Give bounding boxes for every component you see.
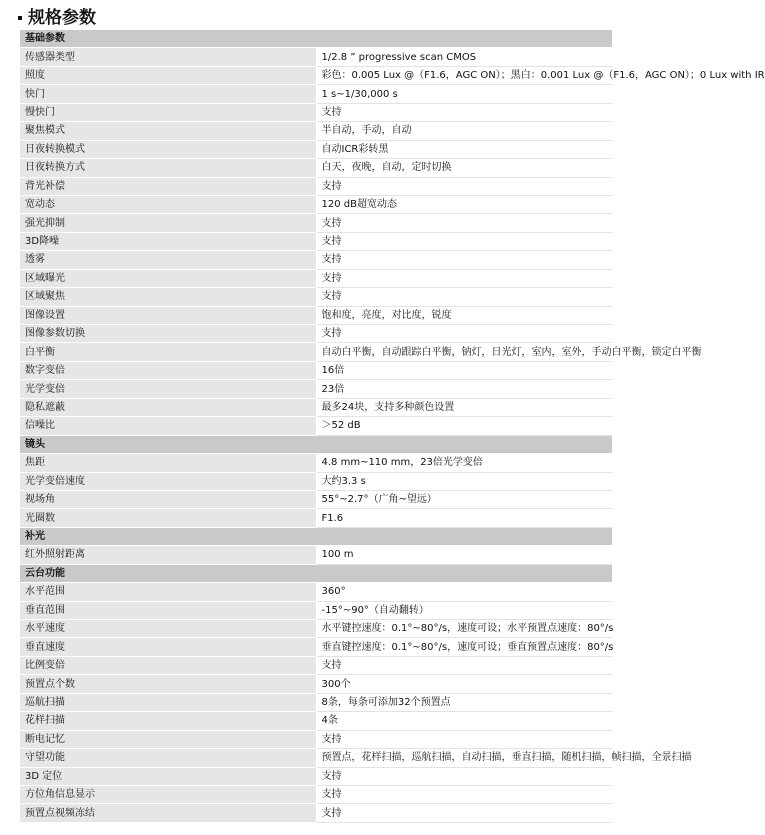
spec-value: 自动白平衡，自动跟踪白平衡，钠灯，日光灯，室内，室外，手动白平衡，锁定白平衡: [316, 343, 612, 361]
spec-row: [20, 195, 612, 213]
spec-row: [20, 490, 612, 508]
spec-row: [20, 398, 612, 416]
spec-value: 支持: [316, 214, 612, 232]
spec-value: 支持: [316, 325, 612, 343]
spec-value: 300个: [316, 675, 612, 693]
spec-value: ＞52 dB: [316, 417, 612, 435]
spec-value: 彩色：0.005 Lux @（F1.6，AGC ON）；黑白：0.001 Lux @（F1.6，AGC ON）；0 Lux with IR: [316, 66, 612, 84]
spec-value: -15°~90°（自动翻转）: [316, 601, 612, 619]
spec-value: 4.8 mm~110 mm，23倍光学变倍: [316, 454, 612, 472]
spec-label: 图像设置: [20, 306, 316, 324]
spec-value: 1 s~1/30,000 s: [316, 85, 612, 103]
spec-value: 支持: [316, 767, 612, 785]
spec-value: 支持: [316, 177, 612, 195]
section-header: [20, 564, 612, 582]
section-header: [20, 30, 612, 48]
section-heading: 补光: [20, 527, 612, 545]
spec-row: [20, 546, 612, 564]
spec-row: [20, 343, 612, 361]
spec-label: 光学变倍速度: [20, 472, 316, 490]
spec-value: 23倍: [316, 380, 612, 398]
spec-row: [20, 601, 612, 619]
spec-label: 方位角信息显示: [20, 785, 316, 803]
spec-label: 水平范围: [20, 583, 316, 601]
spec-value: 1/2.8 ” progressive scan CMOS: [316, 48, 612, 66]
spec-value: 支持: [316, 269, 612, 287]
spec-row: [20, 232, 612, 250]
spec-row: [20, 767, 612, 785]
spec-label: 花样扫描: [20, 712, 316, 730]
spec-value: 支持: [316, 103, 612, 121]
spec-row: [20, 785, 612, 803]
spec-value: 白天，夜晚，自动，定时切换: [316, 159, 612, 177]
spec-label: 日夜转换方式: [20, 159, 316, 177]
section-heading: 镜头: [20, 435, 612, 453]
spec-row: [20, 472, 612, 490]
spec-row: [20, 454, 612, 472]
section-heading: 基础参数: [20, 30, 612, 48]
spec-label: 垂直范围: [20, 601, 316, 619]
spec-row: [20, 159, 612, 177]
spec-label: 日夜转换模式: [20, 140, 316, 158]
spec-label: 宽动态: [20, 195, 316, 213]
spec-row: [20, 693, 612, 711]
spec-row: [20, 730, 612, 748]
spec-label: 巡航扫描: [20, 693, 316, 711]
spec-row: [20, 140, 612, 158]
spec-value: 自动ICR彩转黑: [316, 140, 612, 158]
spec-row: [20, 509, 612, 527]
spec-row: [20, 66, 612, 84]
spec-label: 快门: [20, 85, 316, 103]
page-title: [18, 6, 96, 30]
spec-row: [20, 85, 612, 103]
spec-row: [20, 656, 612, 674]
spec-value: 饱和度，亮度，对比度，锐度: [316, 306, 612, 324]
spec-label: 隐私遮蔽: [20, 398, 316, 416]
spec-label: 传感器类型: [20, 48, 316, 66]
spec-value: 大约3.3 s: [316, 472, 612, 490]
spec-row: [20, 251, 612, 269]
section-heading: 云台功能: [20, 564, 612, 582]
spec-label: 预置点视频冻结: [20, 804, 316, 822]
spec-row: [20, 380, 612, 398]
spec-row: [20, 122, 612, 140]
section-header: [20, 435, 612, 453]
spec-label: 垂直速度: [20, 638, 316, 656]
spec-row: [20, 361, 612, 379]
spec-value: 55°~2.7°（广角~望远）: [316, 490, 612, 508]
spec-row: [20, 620, 612, 638]
spec-row: [20, 417, 612, 435]
spec-value: 100 m: [316, 546, 612, 564]
spec-label: 水平速度: [20, 620, 316, 638]
spec-value: 支持: [316, 785, 612, 803]
spec-row: [20, 48, 612, 66]
spec-value: 最多24块，支持多种颜色设置: [316, 398, 612, 416]
spec-row: [20, 749, 612, 767]
spec-row: [20, 804, 612, 822]
spec-label: 区域曝光: [20, 269, 316, 287]
spec-value: 支持: [316, 232, 612, 250]
spec-label: 3D降噪: [20, 232, 316, 250]
spec-label: 照度: [20, 66, 316, 84]
spec-label: 图像参数切换: [20, 325, 316, 343]
spec-row: [20, 103, 612, 121]
spec-value: 4条: [316, 712, 612, 730]
bullet-icon: [18, 16, 22, 20]
spec-label: 白平衡: [20, 343, 316, 361]
spec-label: 聚焦模式: [20, 122, 316, 140]
spec-row: [20, 675, 612, 693]
page-title-text: 规格参数: [28, 8, 96, 28]
spec-row: [20, 269, 612, 287]
spec-label: 背光补偿: [20, 177, 316, 195]
spec-row: [20, 638, 612, 656]
spec-value: 水平键控速度：0.1°~80°/s，速度可设；水平预置点速度：80°/s: [316, 620, 612, 638]
spec-row: [20, 712, 612, 730]
spec-label: 3D 定位: [20, 767, 316, 785]
spec-value: 垂直键控速度：0.1°~80°/s，速度可设；垂直预置点速度：80°/s: [316, 638, 612, 656]
spec-row: [20, 214, 612, 232]
spec-value: 支持: [316, 251, 612, 269]
spec-value: F1.6: [316, 509, 612, 527]
spec-label: 视场角: [20, 490, 316, 508]
spec-label: 光圈数: [20, 509, 316, 527]
spec-row: [20, 325, 612, 343]
spec-label: 比例变倍: [20, 656, 316, 674]
spec-value: 120 dB超宽动态: [316, 195, 612, 213]
spec-value: 8条，每条可添加32个预置点: [316, 693, 612, 711]
spec-value: 支持: [316, 656, 612, 674]
spec-label: 守望功能: [20, 749, 316, 767]
spec-label: 慢快门: [20, 103, 316, 121]
spec-value: 16倍: [316, 361, 612, 379]
spec-label: 预置点个数: [20, 675, 316, 693]
spec-value: 预置点，花样扫描，巡航扫描，自动扫描，垂直扫描，随机扫描，帧扫描，全景扫描: [316, 749, 612, 767]
spec-label: 透雾: [20, 251, 316, 269]
spec-value: 支持: [316, 730, 612, 748]
spec-label: 焦距: [20, 454, 316, 472]
spec-value: 支持: [316, 288, 612, 306]
spec-value: 支持: [316, 804, 612, 822]
spec-table: [20, 30, 765, 823]
spec-value: 半自动，手动，自动: [316, 122, 612, 140]
spec-label: 断电记忆: [20, 730, 316, 748]
spec-value: 360°: [316, 583, 612, 601]
spec-label: 光学变倍: [20, 380, 316, 398]
spec-label: 红外照射距离: [20, 546, 316, 564]
spec-row: [20, 583, 612, 601]
spec-row: [20, 288, 612, 306]
spec-label: 数字变倍: [20, 361, 316, 379]
spec-row: [20, 177, 612, 195]
spec-label: 区域聚焦: [20, 288, 316, 306]
section-header: [20, 527, 612, 545]
spec-row: [20, 306, 612, 324]
spec-label: 强光抑制: [20, 214, 316, 232]
spec-label: 信噪比: [20, 417, 316, 435]
